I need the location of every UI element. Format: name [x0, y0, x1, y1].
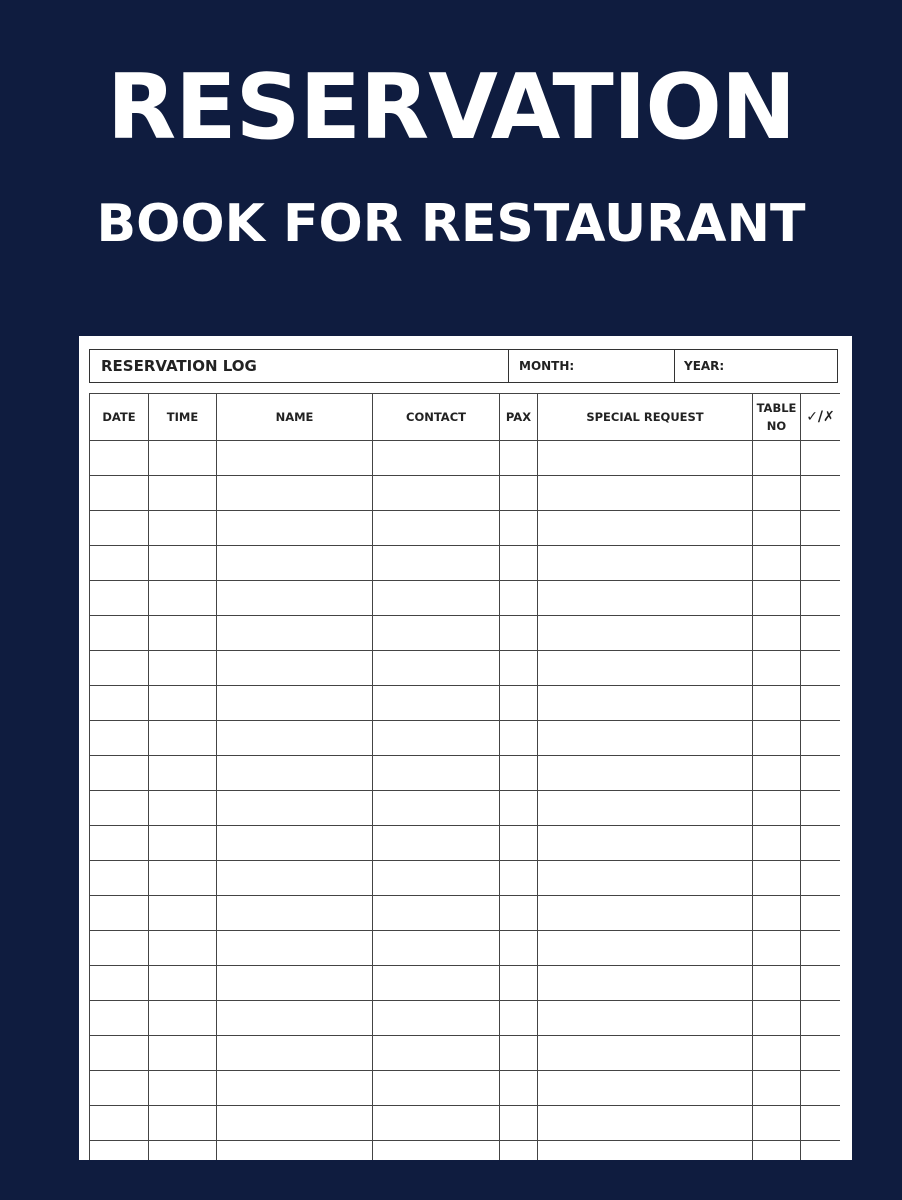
table-cell[interactable] — [217, 1106, 373, 1141]
table-cell[interactable] — [538, 721, 753, 756]
table-cell[interactable] — [538, 1106, 753, 1141]
table-row — [90, 686, 841, 721]
table-row — [90, 1036, 841, 1071]
table-cell[interactable] — [149, 1001, 217, 1036]
log-header — [89, 349, 838, 383]
table-row — [90, 616, 841, 651]
table-cell[interactable] — [753, 616, 801, 651]
table-cell[interactable] — [149, 791, 217, 826]
table-cell[interactable] — [538, 931, 753, 966]
table-cell[interactable] — [149, 1106, 217, 1141]
table-cell[interactable] — [801, 966, 841, 1001]
table-cell[interactable] — [801, 1141, 841, 1161]
table-cell[interactable] — [373, 791, 500, 826]
table-cell[interactable] — [217, 826, 373, 861]
table-cell[interactable] — [753, 1071, 801, 1106]
table-cell[interactable] — [217, 721, 373, 756]
table-cell[interactable] — [500, 441, 538, 476]
table-cell[interactable] — [753, 511, 801, 546]
table-cell[interactable] — [538, 1071, 753, 1106]
table-cell[interactable] — [753, 476, 801, 511]
table-cell[interactable] — [373, 721, 500, 756]
table-row — [90, 511, 841, 546]
table-row — [90, 581, 841, 616]
table-row — [90, 861, 841, 896]
col-header-pax: PAX — [500, 394, 538, 441]
table-cell[interactable] — [217, 1001, 373, 1036]
table-cell[interactable] — [217, 651, 373, 686]
table-cell[interactable] — [500, 511, 538, 546]
table-cell[interactable] — [373, 546, 500, 581]
table-cell[interactable] — [149, 546, 217, 581]
table-cell[interactable] — [90, 686, 149, 721]
table-cell[interactable] — [217, 616, 373, 651]
table-cell[interactable] — [753, 791, 801, 826]
table-cell[interactable] — [149, 686, 217, 721]
table-cell[interactable] — [90, 966, 149, 1001]
table-cell[interactable] — [373, 931, 500, 966]
table-cell[interactable] — [500, 1141, 538, 1161]
table-cell[interactable] — [538, 686, 753, 721]
table-cell[interactable] — [90, 511, 149, 546]
table-cell[interactable] — [90, 1106, 149, 1141]
table-cell[interactable] — [753, 826, 801, 861]
table-row — [90, 476, 841, 511]
table-cell[interactable] — [801, 476, 841, 511]
log-title: RESERVATION LOG — [90, 350, 509, 382]
table-cell[interactable] — [753, 441, 801, 476]
table-cell[interactable] — [753, 686, 801, 721]
month-field[interactable]: MONTH: — [509, 350, 675, 382]
table-row — [90, 931, 841, 966]
table-cell[interactable] — [373, 1071, 500, 1106]
table-cell[interactable] — [217, 441, 373, 476]
table-cell[interactable] — [500, 651, 538, 686]
table-cell[interactable] — [149, 581, 217, 616]
table-cell[interactable] — [500, 1036, 538, 1071]
table-cell[interactable] — [538, 861, 753, 896]
table-cell[interactable] — [373, 651, 500, 686]
table-cell[interactable] — [90, 931, 149, 966]
cover-subtitle: BOOK FOR RESTAURANT — [96, 194, 806, 254]
table-cell[interactable] — [149, 931, 217, 966]
table-cell[interactable] — [538, 511, 753, 546]
table-cell[interactable] — [753, 896, 801, 931]
table-body — [90, 441, 841, 1161]
table-cell[interactable] — [801, 441, 841, 476]
table-cell[interactable] — [149, 511, 217, 546]
table-cell[interactable] — [373, 616, 500, 651]
table-cell[interactable] — [801, 651, 841, 686]
table-cell[interactable] — [149, 756, 217, 791]
col-header-time: TIME — [149, 394, 217, 441]
table-cell[interactable] — [753, 861, 801, 896]
col-header-date: DATE — [90, 394, 149, 441]
table-cell[interactable] — [217, 896, 373, 931]
table-cell[interactable] — [801, 1036, 841, 1071]
table-cell[interactable] — [217, 511, 373, 546]
table-cell[interactable] — [801, 756, 841, 791]
col-header-table-no: TABLE NO — [753, 394, 801, 441]
table-cell[interactable] — [538, 966, 753, 1001]
table-cell[interactable] — [500, 546, 538, 581]
table-cell[interactable] — [90, 1141, 149, 1161]
table-cell[interactable] — [217, 791, 373, 826]
table-cell[interactable] — [500, 756, 538, 791]
table-cell[interactable] — [801, 511, 841, 546]
col-header-name: NAME — [217, 394, 373, 441]
table-cell[interactable] — [217, 756, 373, 791]
table-row — [90, 441, 841, 476]
table-cell[interactable] — [500, 1001, 538, 1036]
table-cell[interactable] — [500, 931, 538, 966]
table-cell[interactable] — [801, 1071, 841, 1106]
table-cell[interactable] — [500, 1071, 538, 1106]
table-cell[interactable] — [90, 476, 149, 511]
col-header-special-request: SPECIAL REQUEST — [538, 394, 753, 441]
table-cell[interactable] — [217, 686, 373, 721]
table-cell[interactable] — [90, 441, 149, 476]
table-cell[interactable] — [500, 721, 538, 756]
table-cell[interactable] — [149, 476, 217, 511]
table-cell[interactable] — [538, 756, 753, 791]
table-cell[interactable] — [373, 511, 500, 546]
table-row — [90, 1106, 841, 1141]
table-cell[interactable] — [217, 966, 373, 1001]
table-cell[interactable] — [90, 756, 149, 791]
table-cell[interactable] — [373, 1141, 500, 1161]
table-cell[interactable] — [538, 1001, 753, 1036]
table-cell[interactable] — [801, 791, 841, 826]
table-cell[interactable] — [217, 1141, 373, 1161]
table-cell[interactable] — [753, 651, 801, 686]
table-cell[interactable] — [373, 826, 500, 861]
table-cell[interactable] — [801, 546, 841, 581]
table-cell[interactable] — [801, 896, 841, 931]
table-cell[interactable] — [538, 476, 753, 511]
table-cell[interactable] — [373, 686, 500, 721]
table-row — [90, 1001, 841, 1036]
table-cell[interactable] — [90, 651, 149, 686]
table-cell[interactable] — [801, 721, 841, 756]
table-row — [90, 651, 841, 686]
table-cell[interactable] — [373, 756, 500, 791]
reservation-table-wrapper — [89, 393, 840, 1160]
table-cell[interactable] — [373, 476, 500, 511]
table-cell[interactable] — [753, 1001, 801, 1036]
table-cell[interactable] — [373, 1106, 500, 1141]
table-cell[interactable] — [801, 1001, 841, 1036]
table-cell[interactable] — [753, 581, 801, 616]
year-field[interactable]: YEAR: — [684, 359, 725, 373]
table-cell[interactable] — [373, 1036, 500, 1071]
table-cell[interactable] — [373, 441, 500, 476]
table-cell[interactable] — [90, 721, 149, 756]
table-cell[interactable] — [217, 546, 373, 581]
table-cell[interactable] — [217, 1071, 373, 1106]
table-cell[interactable] — [217, 861, 373, 896]
table-cell[interactable] — [538, 1141, 753, 1161]
table-cell[interactable] — [538, 826, 753, 861]
cover-title: RESERVATION — [106, 55, 796, 160]
table-cell[interactable] — [538, 546, 753, 581]
table-cell[interactable] — [801, 826, 841, 861]
table-cell[interactable] — [753, 756, 801, 791]
table-cell[interactable] — [90, 826, 149, 861]
table-cell[interactable] — [90, 616, 149, 651]
reservation-log-page — [79, 336, 852, 1160]
table-row — [90, 1071, 841, 1106]
table-cell[interactable] — [538, 581, 753, 616]
col-header-contact: CONTACT — [373, 394, 500, 441]
table-cell[interactable] — [149, 1036, 217, 1071]
table-header-row — [90, 394, 841, 441]
table-cell[interactable] — [753, 1106, 801, 1141]
table-cell[interactable] — [149, 1141, 217, 1161]
table-cell[interactable] — [753, 1036, 801, 1071]
table-cell[interactable] — [149, 651, 217, 686]
table-cell[interactable] — [500, 861, 538, 896]
table-cell[interactable] — [538, 1036, 753, 1071]
table-row — [90, 791, 841, 826]
table-cell[interactable] — [373, 1001, 500, 1036]
table-cell[interactable] — [801, 1106, 841, 1141]
table-cell[interactable] — [801, 686, 841, 721]
table-cell[interactable] — [90, 861, 149, 896]
table-cell[interactable] — [149, 1071, 217, 1106]
table-row — [90, 896, 841, 931]
table-cell[interactable] — [149, 896, 217, 931]
table-cell[interactable] — [538, 896, 753, 931]
table-cell[interactable] — [801, 931, 841, 966]
table-cell[interactable] — [500, 966, 538, 1001]
table-cell[interactable] — [217, 476, 373, 511]
table-cell[interactable] — [801, 616, 841, 651]
table-row — [90, 546, 841, 581]
table-cell[interactable] — [753, 546, 801, 581]
table-row — [90, 756, 841, 791]
table-cell[interactable] — [500, 896, 538, 931]
table-cell[interactable] — [538, 616, 753, 651]
table-cell[interactable] — [753, 1141, 801, 1161]
col-header-status: ✓/✗ — [801, 394, 841, 441]
table-cell[interactable] — [500, 616, 538, 651]
table-cell[interactable] — [500, 826, 538, 861]
table-cell[interactable] — [90, 1071, 149, 1106]
table-cell[interactable] — [500, 581, 538, 616]
table-cell[interactable] — [538, 791, 753, 826]
table-row — [90, 966, 841, 1001]
reservation-table — [89, 393, 840, 1160]
table-cell[interactable] — [90, 896, 149, 931]
table-cell[interactable] — [90, 581, 149, 616]
table-cell[interactable] — [538, 651, 753, 686]
table-cell[interactable] — [149, 616, 217, 651]
table-cell[interactable] — [801, 861, 841, 896]
table-cell[interactable] — [149, 966, 217, 1001]
table-cell[interactable] — [149, 826, 217, 861]
table-cell[interactable] — [373, 581, 500, 616]
table-cell[interactable] — [90, 1001, 149, 1036]
table-cell[interactable] — [373, 896, 500, 931]
table-cell[interactable] — [90, 791, 149, 826]
table-cell[interactable] — [753, 721, 801, 756]
table-cell[interactable] — [500, 791, 538, 826]
table-cell[interactable] — [500, 476, 538, 511]
table-row — [90, 1141, 841, 1161]
table-cell[interactable] — [373, 861, 500, 896]
table-cell[interactable] — [149, 441, 217, 476]
table-cell[interactable] — [801, 581, 841, 616]
table-cell[interactable] — [149, 861, 217, 896]
table-cell[interactable] — [217, 1036, 373, 1071]
table-cell[interactable] — [217, 931, 373, 966]
table-cell[interactable] — [500, 1106, 538, 1141]
table-row — [90, 826, 841, 861]
table-cell[interactable] — [90, 546, 149, 581]
table-row — [90, 721, 841, 756]
table-cell[interactable] — [90, 1036, 149, 1071]
table-cell[interactable] — [373, 966, 500, 1001]
table-cell[interactable] — [500, 686, 538, 721]
table-cell[interactable] — [538, 441, 753, 476]
table-cell[interactable] — [217, 581, 373, 616]
table-cell[interactable] — [753, 966, 801, 1001]
table-cell[interactable] — [149, 721, 217, 756]
table-cell[interactable] — [753, 931, 801, 966]
